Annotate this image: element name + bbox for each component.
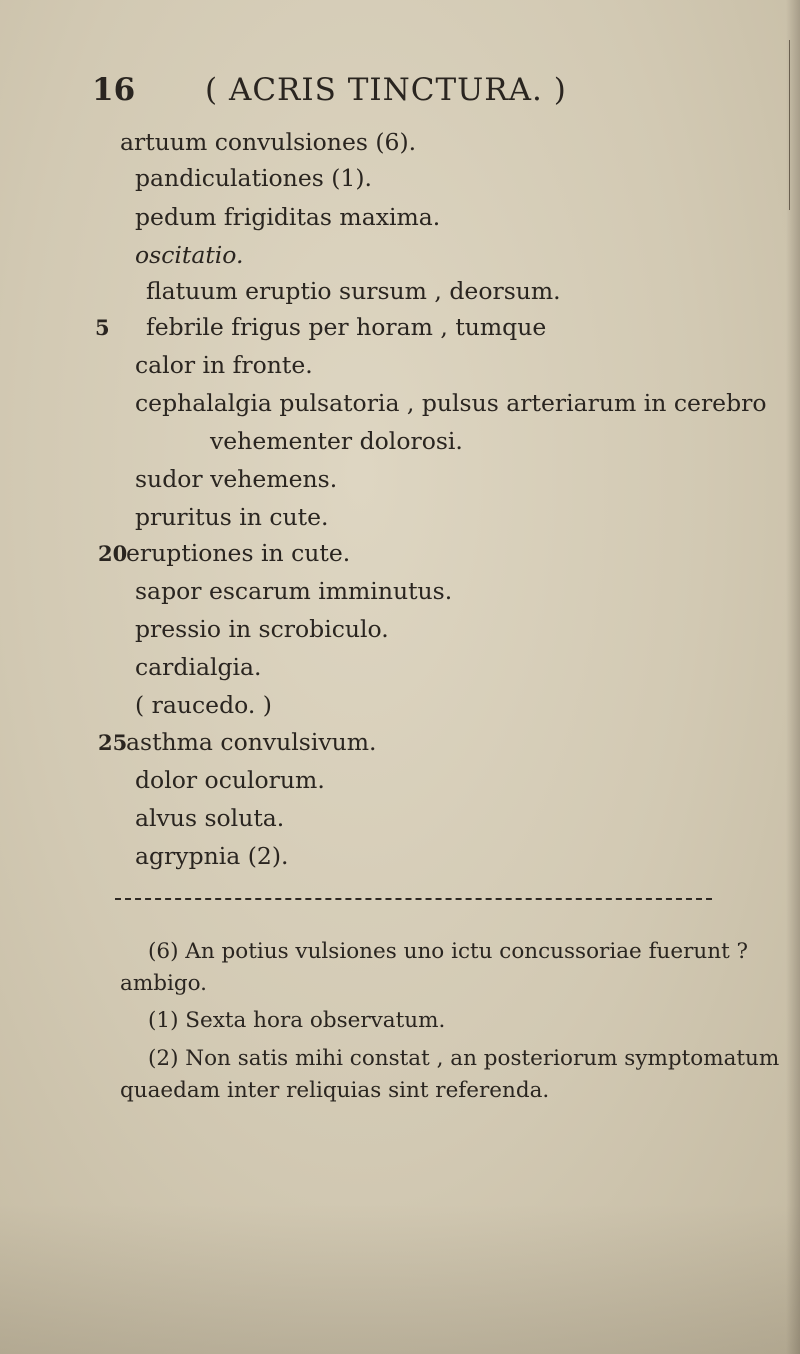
text-line: febrile frigus per horam , tumque (146, 313, 547, 341)
page-edge-line (789, 40, 790, 210)
text-line: cephalalgia pulsatoria , pulsus arteriarum in cerebro (135, 389, 767, 417)
page-bottom-shadow (0, 1204, 800, 1354)
running-header: ( ACRIS TINCTURA. ) (205, 72, 567, 108)
text-line: dolor oculorum. (135, 766, 325, 794)
text-line: oscitatio. (135, 241, 244, 269)
text-line: eruptiones in cute. (126, 539, 351, 567)
text-line: calor in fronte. (135, 351, 313, 379)
text-line: pressio in scrobiculo. (135, 615, 389, 643)
text-line: flatuum eruptio sursum , deorsum. (146, 277, 561, 305)
text-line: sudor vehemens. (135, 465, 338, 493)
footnote-line: quaedam inter reliquias sint referenda. (120, 1078, 550, 1103)
line-number: 5 (95, 315, 110, 340)
text-line: pandiculationes (1). (135, 164, 373, 192)
text-line: cardialgia. (135, 653, 262, 681)
line-number: 25 (98, 730, 128, 755)
text-line: alvus soluta. (135, 804, 285, 832)
footnote-line: (6) An potius vulsiones uno ictu concussoriae fuerunt ? (148, 939, 749, 964)
text-line: sapor escarum imminutus. (135, 577, 453, 605)
footnote-line: ambigo. (120, 971, 208, 996)
footnote-line: (2) Non satis mihi constat , an posteriorum symptomatum (148, 1046, 780, 1071)
text-line: agrypnia (2). (135, 842, 289, 870)
page-number: 16 (92, 72, 136, 108)
text-line: asthma convulsivum. (126, 728, 377, 756)
footnote-divider (115, 898, 712, 900)
text-line: vehementer dolorosi. (210, 427, 463, 455)
text-line: pruritus in cute. (135, 503, 329, 531)
line-number: 20 (98, 541, 128, 566)
footnote-line: (1) Sexta hora observatum. (148, 1008, 446, 1033)
text-line: ( raucedo. ) (135, 691, 272, 719)
text-line: artuum convulsiones (6). (120, 128, 417, 156)
text-line: pedum frigiditas maxima. (135, 203, 441, 231)
